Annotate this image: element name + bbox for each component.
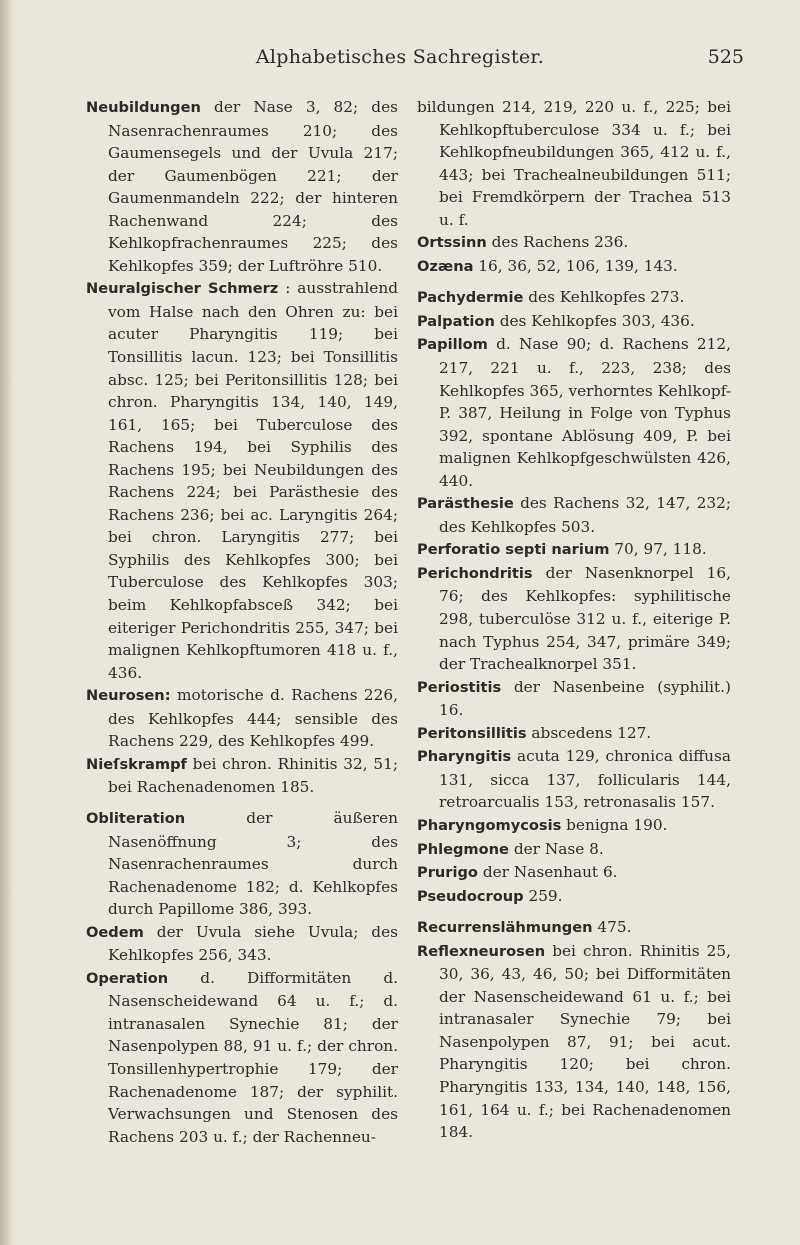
index-references: 259.	[523, 886, 563, 905]
index-references: des Rachens 32, 147, 232; des Kehlkopfes 503.	[439, 494, 731, 536]
index-entry	[417, 814, 731, 838]
index-references: der Nase 3, 82; des Nasenrachenraumes 210; des Gaumensegels und der Uvula 217; der Gaumenbögen 221; der Gaumenmandeln 222; der hinteren Rachenwand 224; des Kehlkopfrachenraumes 225; des Kehlkopfes 359; der Luftröhre 510.	[108, 98, 398, 275]
index-entry	[417, 231, 731, 255]
index-term: Nieſskrampf	[86, 755, 187, 773]
index-references: der äußeren Nasenöffnung 3; des Nasenrachenraumes durch Rachenadenome 182; d. Kehlkopfes durch Papillome 386, 393.	[108, 808, 398, 919]
index-term: Pharyngitis	[417, 748, 512, 766]
index-term: Prurigo	[417, 864, 478, 882]
index-references: benigna 190.	[561, 815, 668, 834]
index-entry	[417, 885, 731, 909]
right-column	[417, 96, 731, 1144]
index-term: Papillom	[417, 336, 488, 354]
index-references: 475.	[592, 918, 632, 937]
index-term: Perichondritis	[417, 564, 533, 582]
index-entry	[417, 492, 731, 538]
index-entry	[417, 940, 731, 1144]
index-term: Neurosen:	[86, 687, 171, 705]
index-references: des Rachens 236.	[486, 233, 629, 252]
index-references: des Kehlkopfes 303, 436.	[494, 311, 695, 330]
page-header	[0, 46, 800, 76]
index-term: Perforatio septi narium	[417, 541, 610, 559]
index-entry	[417, 916, 731, 940]
index-references: der Nasenknorpel 16, 76; des Kehlkopfes: syphilitische 298, tuberculöse 312 u. f., eiterige P. nach Typhus 254, 347, primäre 349; der Trachealknorpel 351.	[439, 563, 731, 674]
index-term: Pachydermie	[417, 289, 524, 307]
index-entry	[417, 310, 731, 334]
index-references: 16, 36, 52, 106, 139, 143.	[473, 256, 678, 275]
index-entry	[86, 684, 398, 753]
index-references: bei chron. Rhinitis 32, 51; bei Rachenadenomen 185.	[108, 754, 398, 797]
index-references: motorische d. Rachens 226, des Kehlkopfes 444; sensible des Rachens 229, des Kehlkopfes 499.	[108, 686, 398, 751]
index-references: des Kehlkopfes 273.	[523, 288, 685, 307]
index-entry	[417, 255, 731, 279]
index-entry	[86, 96, 398, 277]
index-entry	[417, 286, 731, 310]
index-entry	[417, 861, 731, 885]
index-references: 70, 97, 118.	[609, 540, 707, 559]
index-entry	[417, 722, 731, 746]
index-references: bildungen 214, 219, 220 u. f., 225; bei Kehlkopftuberculose 334 u. f.; bei Kehlkopfneubildungen 365, 412 u. f., 443; bei Trachealneubildungen 511; bei Fremdkörpern der Trachea 513 u. f.	[417, 98, 731, 229]
index-term: Operation	[86, 969, 169, 987]
index-entry	[86, 753, 398, 799]
index-references: der Uvula siehe Uvula; des Kehlkopfes 256, 343.	[108, 922, 398, 965]
index-entry	[417, 96, 731, 231]
index-term: Recurrenslähmungen	[417, 919, 593, 937]
page-title: Alphabetisches Sachregister.	[255, 46, 545, 68]
index-term: Phlegmone	[417, 840, 509, 858]
index-term: Neuralgischer Schmerz	[86, 280, 279, 298]
index-references: : ausstrahlend vom Halse nach den Ohren zu: bei acuter Pharyngitis 119; bei Tonsillitis lacun. 123; bei Tonsillitis absc. 125; bei Peritonsillitis 128; bei chron. Pharyngitis 134, 140, 149, 161, 165; bei Tuberculose des Rachens 194, bei Syphilis des Rachens 195; bei Neubildungen des Rachens 224; bei Parästhesie des Rachens 236; bei ac. Laryngitis 264; bei chron. Laryngitis 277; bei Syphilis des Kehlkopfes 300; bei Tuberculose des Kehlkopfes 303; beim Kehlkopfabsceß 342; bei eiteriger Perichondritis 255, 347; bei malignen Kehlkopftumoren 418 u. f., 436.	[108, 279, 398, 682]
left-column	[86, 96, 398, 1148]
index-entry	[417, 745, 731, 814]
index-entry	[86, 967, 398, 1148]
index-term: Palpation	[417, 312, 495, 330]
index-references: der Nasenbeine (syphilit.) 16.	[439, 677, 731, 720]
index-references: abscedens 127.	[526, 723, 652, 742]
index-term: Pseudocroup	[417, 887, 524, 905]
index-term: Reflexneurosen	[417, 942, 546, 960]
index-entry	[86, 277, 398, 684]
index-entry	[417, 538, 731, 562]
index-term: Pharyngomycosis	[417, 816, 562, 834]
index-references: bei chron. Rhinitis 25, 30, 36, 43, 46, 50; bei Difformitäten der Nasenscheidewand 61 u. f.; bei intranasaler Synechie 79; bei Nasenpolypen 87, 91; bei acut. Pharyngitis 120; bei chron. Pharyngitis 133, 134, 140, 148, 156, 161, 164 u. f.; bei Rachenadenomen 184.	[439, 941, 731, 1142]
index-references: d. Nase 90; d. Rachens 212, 217, 221 u. f., 223, 238; des Kehlkopfes 365, verhorntes Kehlkopf-P. 387, Heilung in Folge von Typhus 392, spontane Ablösung 409, P. bei malignen Kehlkopfgeschwülsten 426, 440.	[439, 335, 731, 490]
index-term: Ortssinn	[417, 234, 487, 252]
page-binding-edge	[0, 0, 14, 1245]
index-entry	[417, 676, 731, 722]
index-term: Peritonsillitis	[417, 724, 527, 742]
index-entry	[417, 562, 731, 676]
index-references: der Nase 8.	[508, 839, 604, 858]
index-entry	[417, 333, 731, 492]
index-entry	[86, 921, 398, 967]
index-term: Obliteration	[86, 809, 186, 827]
index-references: der Nasenhaut 6.	[477, 863, 618, 882]
index-term: Parästhesie	[417, 495, 514, 513]
index-term: Oedem	[86, 923, 144, 941]
index-term: Periostitis	[417, 678, 502, 696]
page-number: 525	[707, 46, 744, 68]
index-references: d. Difformitäten d. Nasenscheidewand 64 u. f.; d. intranasalen Synechie 81; der Nasenpolypen 88, 91 u. f.; der chron. Tonsillenhypertrophie 179; der Rachenadenome 187; der syphilit. Verwachsungen und Stenosen des Rachens 203 u. f.; der Rachenneu-	[108, 968, 398, 1146]
index-references: acuta 129, chronica diffusa 131, sicca 137, follicularis 144, retroarcualis 153, retronasalis 157.	[439, 747, 731, 812]
index-term: Ozæna	[417, 257, 474, 275]
index-term: Neubildungen	[86, 99, 201, 116]
index-entry	[86, 807, 398, 921]
index-entry	[417, 838, 731, 862]
